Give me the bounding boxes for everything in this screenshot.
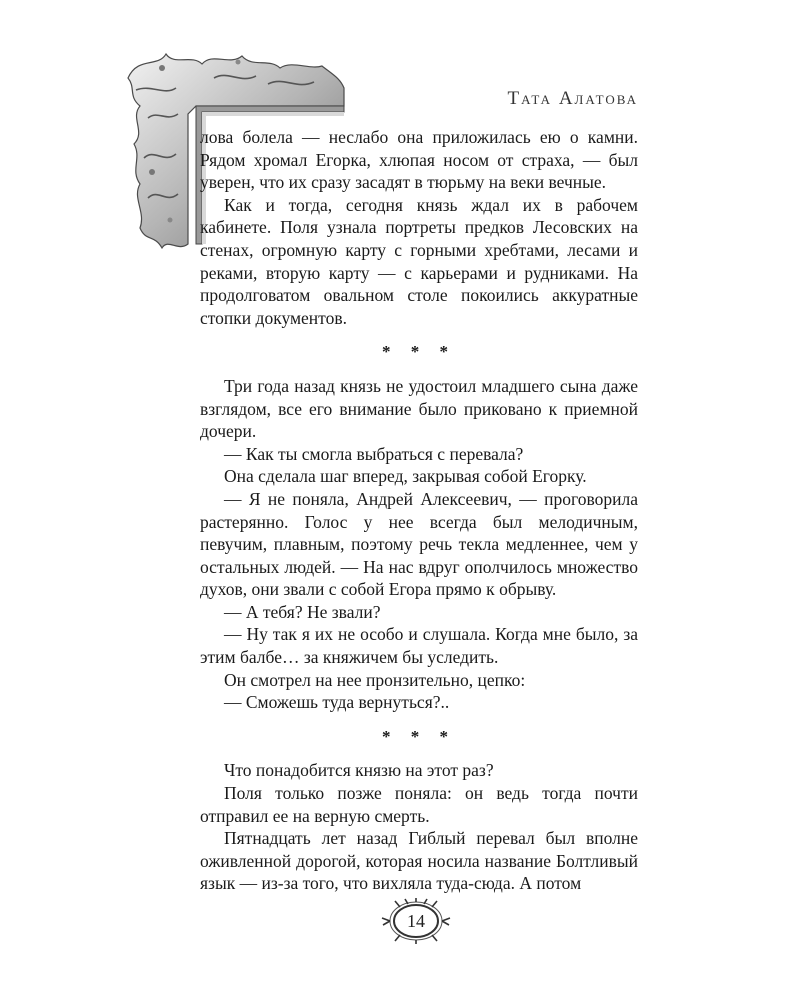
scene-separator: * * * — [382, 726, 456, 746]
paragraph: Как и тогда, сегодня князь ждал их в рабочем кабинете. Поля узнала портреты предков Лесовских на стенах, огромную карту с горными хребтами, лесами и реками, вторую карту — с карьерами и рудниками. На продолговатом овальном столе покоились аккуратные стопки документов. — [200, 194, 638, 328]
paragraph: Пятнадцать лет назад Гиблый перевал был вполне оживленной дорогой, которая носила название Болтливый язык — из-за того, что вихляла туда-сюда. А потом — [200, 828, 638, 894]
paragraph: — Сможешь туда вернуться?.. — [224, 692, 450, 713]
paragraph: Что понадобится князю на этот раз? — [224, 760, 494, 781]
paragraph: — А тебя? Не звали? — [224, 601, 381, 622]
paragraph: лова болела — неслабо она приложилась ею о камни. Рядом хромал Егорка, хлюпая носом от страха, — был уверен, что их сразу засадят в тюрьму на веки вечные. — [200, 127, 638, 193]
paragraph: — Ну так я их не особо и слушала. Когда мне было, за этим балбе… за княжичем бы уследить. — [200, 624, 638, 668]
paragraph: — Я не поняла, Андрей Алексеевич, — проговорила растерянно. Голос у нее всегда был мелодичным, певучим, плавным, поэтому речь текла медленнее, чем у остальных людей. — На нас вдруг ополчилось множество духов, они звали с собой Егора прямо к обрыву. — [200, 488, 638, 600]
page-body — [200, 126, 638, 895]
running-head-author: Тата Алатова — [507, 88, 638, 109]
scene-separator: * * * — [382, 342, 456, 362]
paragraph: Она сделала шаг вперед, закрывая собой Егорку. — [224, 466, 587, 487]
paragraph: Он смотрел на нее пронзительно, цепко: — [224, 669, 526, 690]
paragraph: — Как ты смогла выбраться с перевала? — [224, 443, 524, 464]
paragraph: Поля только позже поняла: он ведь тогда почти отправил ее на верную смерть. — [200, 783, 638, 826]
page-number: 14 — [407, 910, 425, 931]
paragraph: Три года назад князь не удостоил младшего сына даже взглядом, все его внимание было приковано к приемной дочери. — [200, 375, 638, 442]
page-number-ornament — [380, 898, 452, 944]
